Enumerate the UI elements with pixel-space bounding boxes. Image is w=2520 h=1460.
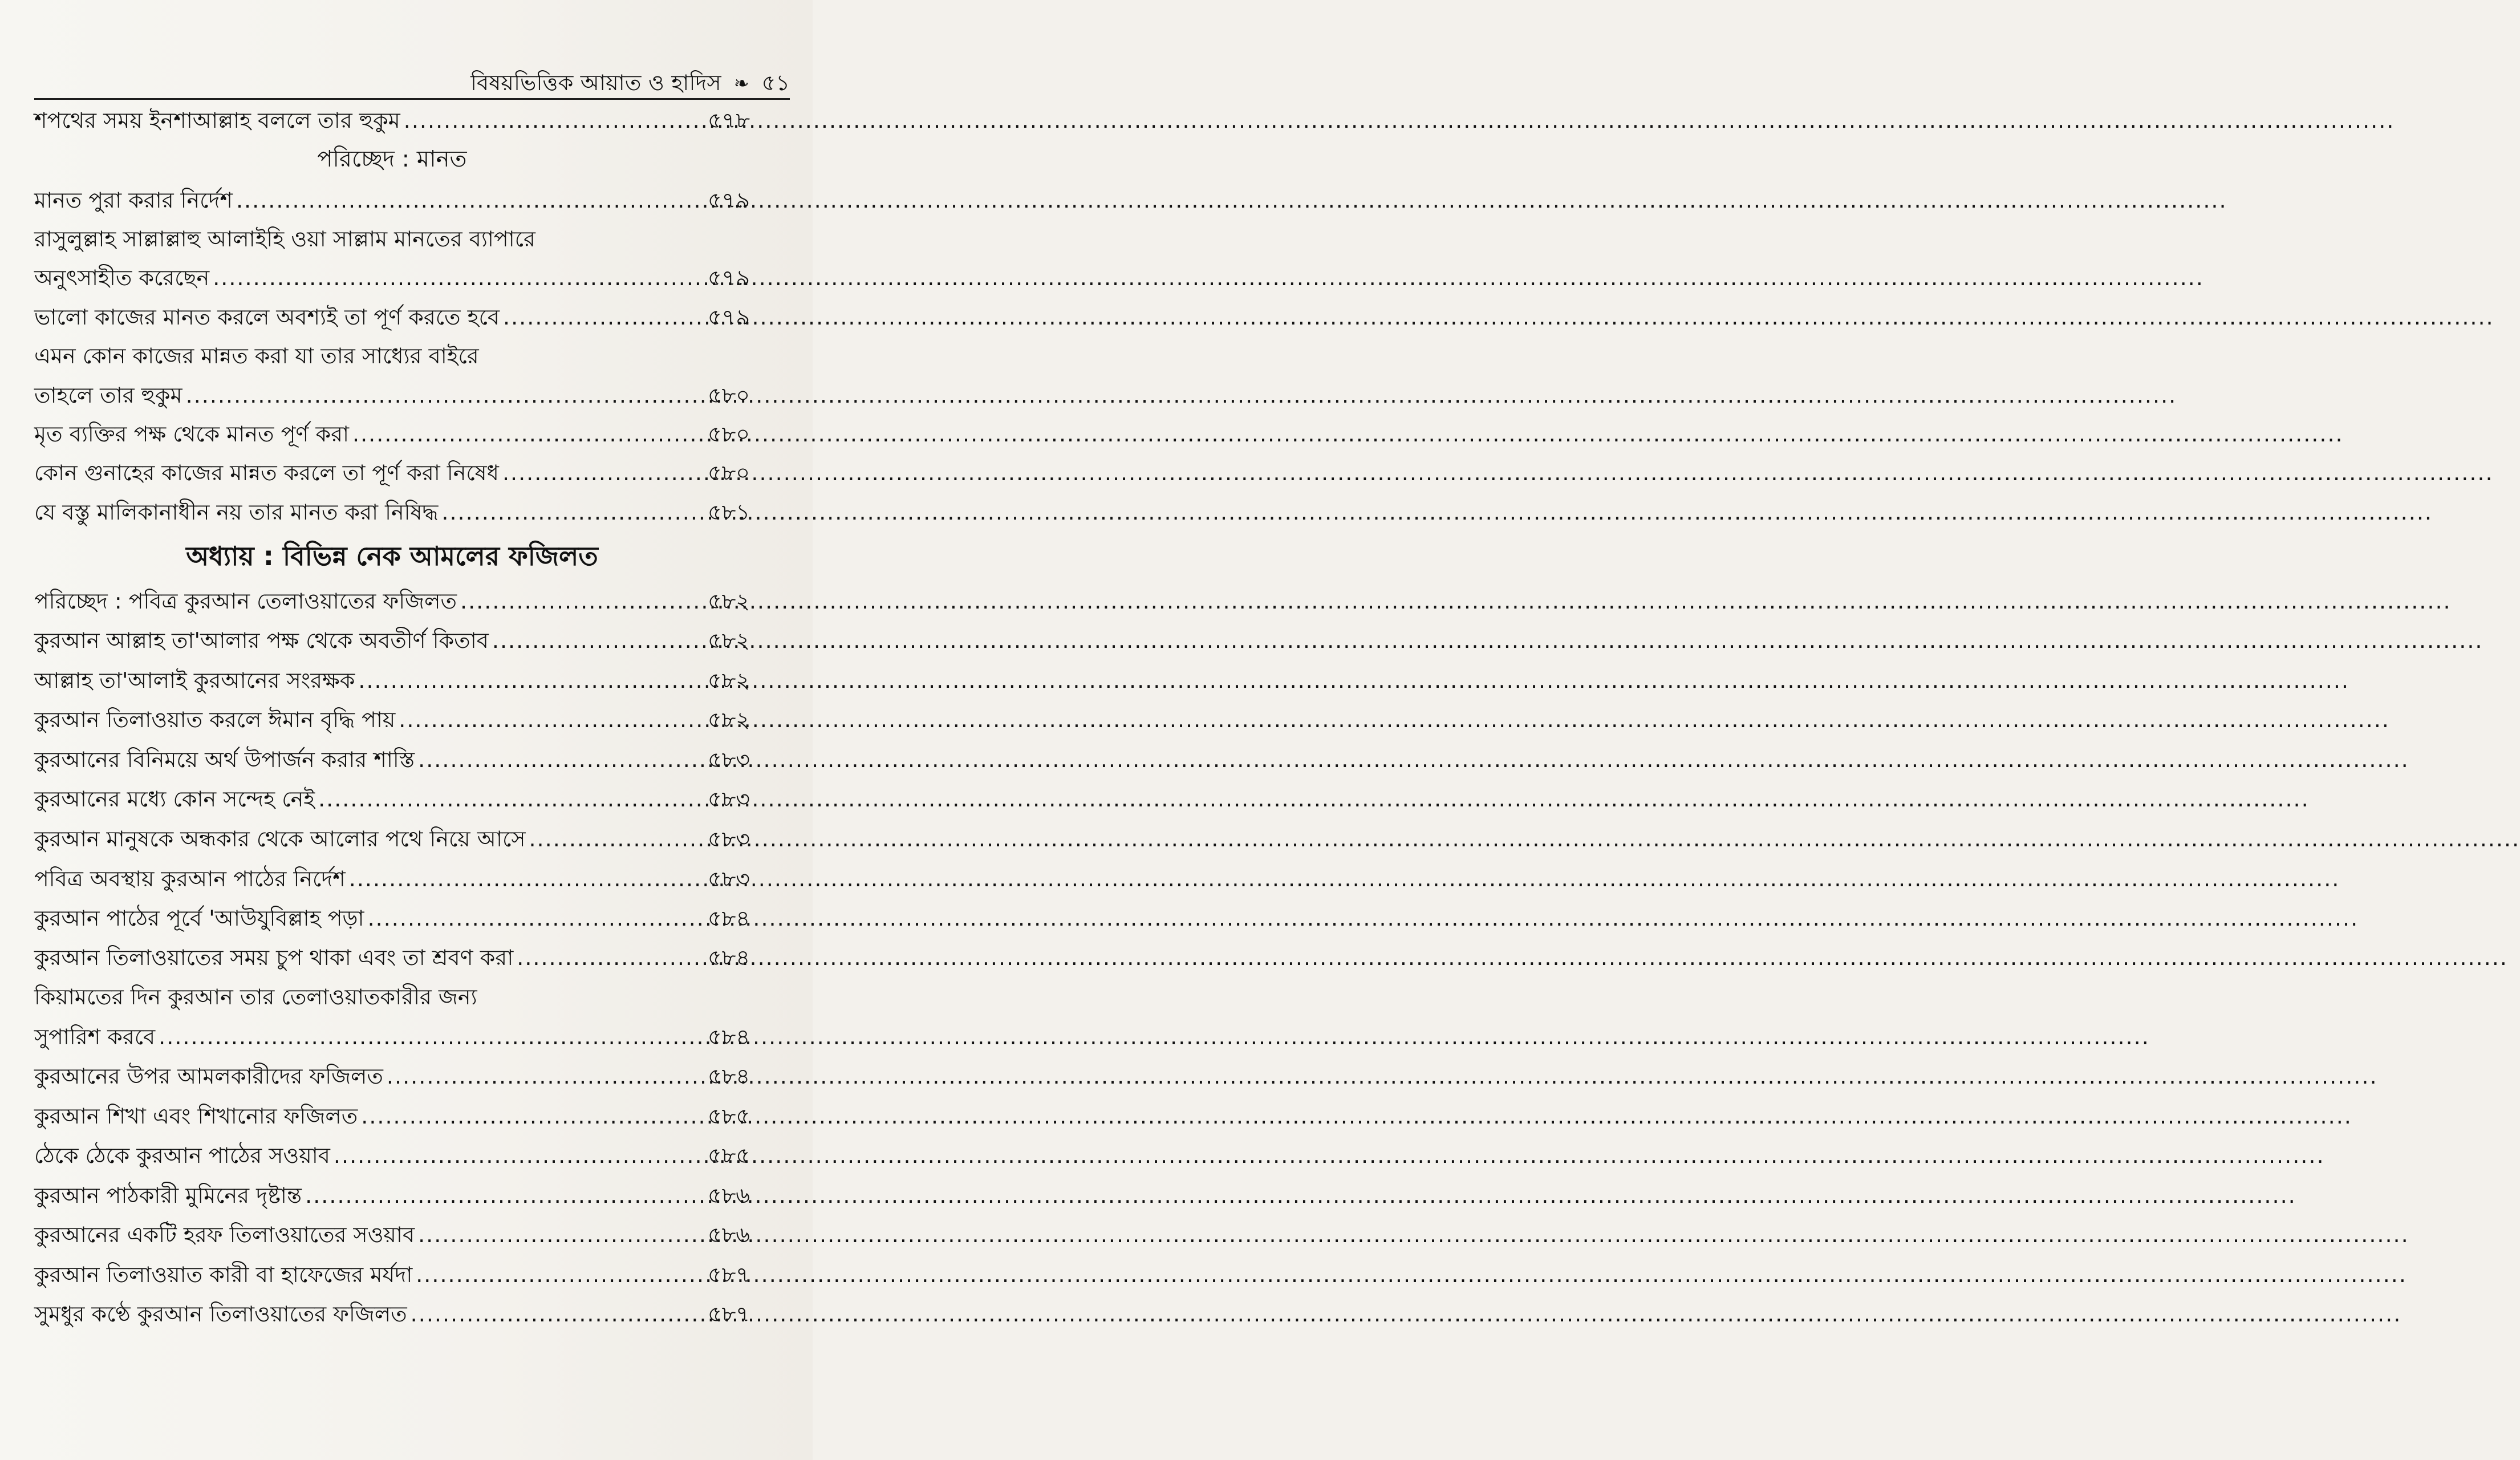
- dot-leader: [503, 306, 689, 328]
- toc-entry-page: ৫৮৩: [707, 866, 750, 891]
- running-head: [34, 62, 790, 94]
- toc-entry-text: কুরআন তিলাওয়াত করলে ঈমান বৃদ্ধি পায়: [34, 707, 396, 732]
- toc-entry-page: ৫৮০: [707, 383, 750, 408]
- toc-entry-text: পবিত্র অবস্থায় কুরআন পাঠের নির্দেশ: [34, 866, 346, 891]
- dot-leader: [399, 709, 689, 731]
- ornament-icon: ❧: [733, 72, 749, 94]
- dot-leader: [358, 670, 689, 691]
- section-heading: পরিচ্ছেদ : মানত: [317, 146, 467, 172]
- toc-entry-first-line: কিয়ামতের দিন কুরআন তার তেলাওয়াতকারীর জন্য: [34, 984, 477, 1009]
- toc-entry-page: ৫৮৬: [707, 1222, 750, 1247]
- dot-leader: [441, 501, 689, 523]
- toc-entry-page: ৫৭৮: [707, 108, 750, 133]
- toc-entry-page: ৫৮৪: [708, 1024, 750, 1049]
- toc-entry: [34, 501, 750, 523]
- dot-leader: [352, 423, 689, 445]
- toc-entry-text: কুরআনের একটি হরফ তিলাওয়াতের সওয়াব: [34, 1222, 415, 1247]
- toc-entry: [34, 788, 750, 810]
- toc-entry: [34, 1185, 750, 1206]
- toc-entry-text: কুরআন মানুষকে অন্ধকার থেকে আলোর পথে নিয়ে আসে: [34, 826, 526, 851]
- book-page: [0, 0, 813, 1460]
- toc-entry-text: কুরআনের বিনিময়ে অর্থ উপার্জন করার শাস্তি: [34, 747, 415, 772]
- toc-entry: [34, 907, 750, 929]
- toc-entry-text: ঠেকে ঠেকে কুরআন পাঠের সওয়াব: [34, 1143, 330, 1168]
- toc-entry: [34, 828, 750, 850]
- toc-entry-page: ৫৮৭: [707, 1301, 750, 1327]
- toc-entry-text: মৃত ব্যক্তির পক্ষ থেকে মানত পূর্ণ করা: [34, 421, 349, 447]
- toc-entry: [34, 1065, 750, 1087]
- dot-leader: [368, 907, 689, 929]
- toc-entry: [34, 267, 750, 289]
- dot-leader: [159, 1026, 689, 1048]
- header-rule: [34, 98, 790, 100]
- toc-entry-page: ৫৮৫: [708, 1143, 750, 1168]
- toc-entry-first-line: রাসুলুল্লাহ সাল্লাল্লাহু আলাইহি ওয়া সাল্লাম মানতের ব্যাপারে: [34, 226, 535, 252]
- dot-leader: [502, 462, 689, 484]
- dot-leader: [387, 1065, 689, 1087]
- toc-entry-page: ৫৮৬: [707, 1183, 750, 1208]
- toc-entry-text: কুরআন পাঠকারী মুমিনের দৃষ্টান্ত: [34, 1183, 302, 1208]
- toc-entry-page: ৫৮০: [707, 460, 750, 485]
- toc-entry-page: ৫৮০: [707, 421, 750, 447]
- page-number: ৫১: [761, 70, 790, 95]
- toc-entry-page: ৫৮৪: [708, 1064, 750, 1089]
- dot-leader: [460, 590, 689, 612]
- toc-entry-page: ৫৮৪: [708, 906, 750, 931]
- toc-entry-page: ৫৮৭: [707, 1262, 750, 1287]
- toc-entry: [34, 110, 750, 131]
- toc-entry-text: আল্লাহ তা'আলাই কুরআনের সংরক্ষক: [34, 668, 355, 693]
- toc-entry-page: ৫৮৪: [708, 945, 750, 970]
- toc-entry: [34, 423, 750, 445]
- toc-entry: [34, 1105, 750, 1127]
- toc-entry: [34, 1224, 750, 1246]
- toc-entry-text: কুরআন তিলাওয়াত কারী বা হাফেজের মর্যদা: [34, 1262, 413, 1287]
- toc-entry-page: ৫৮৩: [707, 747, 750, 772]
- dot-leader: [305, 1185, 689, 1206]
- toc-entry: [34, 947, 750, 968]
- toc-entry-text: তাহলে তার হুকুম: [34, 383, 182, 408]
- toc-entry-text: অনুৎসাহীত করেছেন: [34, 265, 210, 290]
- toc-entry-text: কুরআন শিখা এবং শিখানোর ফজিলত: [34, 1104, 358, 1129]
- dot-leader: [318, 788, 689, 810]
- running-head-title: বিষয়ভিত্তিক আয়াত ও হাদিস: [470, 70, 721, 95]
- toc-entry: [34, 1145, 750, 1166]
- toc-entry-text: পরিচ্ছেদ : পবিত্র কুরআন তেলাওয়াতের ফজিলত: [34, 589, 457, 614]
- toc-entry: [34, 630, 750, 651]
- dot-leader: [361, 1105, 689, 1127]
- toc-entry: [34, 709, 750, 731]
- toc-entry-text: ভালো কাজের মানত করলে অবশ্যই তা পূর্ণ করতে হবে: [34, 305, 500, 330]
- toc-entry: [34, 868, 750, 890]
- toc-entry-text: কুরআন পাঠের পূর্বে 'আউযুবিল্লাহ পড়া: [34, 906, 364, 931]
- dot-leader: [492, 630, 689, 651]
- dot-leader: [529, 828, 689, 850]
- toc-entry: [34, 306, 750, 328]
- toc-entry-first-line: এমন কোন কাজের মান্নত করা যা তার সাধ্যের বাইরে: [34, 343, 479, 368]
- toc-entry-text: কুরআন আল্লাহ তা'আলার পক্ষ থেকে অবতীর্ণ কিতাব: [34, 628, 489, 653]
- toc-entry-page: ৫৮৩: [707, 826, 750, 851]
- toc-entry-text: যে বস্তু মালিকানাধীন নয় তার মানত করা নিষিদ্ধ: [34, 500, 439, 525]
- dot-leader: [186, 384, 689, 406]
- toc-entry-page: ৫৭৯: [707, 265, 750, 290]
- toc-entry: [34, 670, 750, 691]
- dot-leader: [418, 1224, 689, 1246]
- dot-leader: [411, 1303, 689, 1325]
- toc-entry-text: কুরআনের উপর আমলকারীদের ফজিলত: [34, 1064, 383, 1089]
- toc-entry: [34, 1026, 750, 1048]
- toc-entry: [34, 590, 750, 612]
- toc-entry: [34, 1303, 750, 1325]
- toc-entry-text: সুমধুর কণ্ঠে কুরআন তিলাওয়াতের ফজিলত: [34, 1301, 407, 1327]
- toc-entry-text: সুপারিশ করবে: [34, 1024, 156, 1049]
- dot-leader: [334, 1145, 689, 1166]
- toc-entry-page: ৫৮২: [707, 589, 750, 614]
- toc-entry: [34, 749, 750, 770]
- dot-leader: [349, 868, 689, 890]
- toc-entry-page: ৫৮২: [707, 628, 750, 653]
- toc-entry-page: ৫৭৯: [707, 305, 750, 330]
- toc-entry: [34, 1264, 750, 1285]
- toc-entry: [34, 189, 750, 211]
- toc-entry-page: ৫৮৫: [708, 1104, 750, 1129]
- dot-leader: [404, 110, 689, 131]
- dot-leader: [213, 267, 689, 289]
- toc-entry-page: ৫৭৯: [707, 188, 750, 213]
- toc-entry-text: কুরআন তিলাওয়াতের সময় চুপ থাকা এবং তা শ্রবণ করা: [34, 945, 514, 970]
- toc-entry-page: ৫৮৩: [707, 786, 750, 812]
- dot-leader: [517, 947, 689, 968]
- toc-entry-text: শপথের সময় ইনশাআল্লাহ বললে তার হুকুম: [34, 108, 400, 133]
- dot-leader: [236, 189, 689, 211]
- chapter-heading: অধ্যায় : বিভিন্ন নেক আমলের ফজিলত: [186, 541, 598, 571]
- toc-entry: [34, 462, 750, 484]
- toc-entry-text: কোন গুনাহের কাজের মান্নত করলে তা পূর্ণ করা নিষেধ: [34, 460, 499, 485]
- toc-entry-text: মানত পুরা করার নির্দেশ: [34, 188, 233, 213]
- toc-entry: [34, 384, 750, 406]
- dot-leader: [416, 1264, 689, 1285]
- toc-entry-page: ৫৮২: [707, 668, 750, 693]
- toc-entry-page: ৫৮১: [708, 500, 750, 525]
- toc-entry-page: ৫৮২: [707, 707, 750, 732]
- toc-entry-text: কুরআনের মধ্যে কোন সন্দেহ নেই: [34, 786, 315, 812]
- dot-leader: [418, 749, 689, 770]
